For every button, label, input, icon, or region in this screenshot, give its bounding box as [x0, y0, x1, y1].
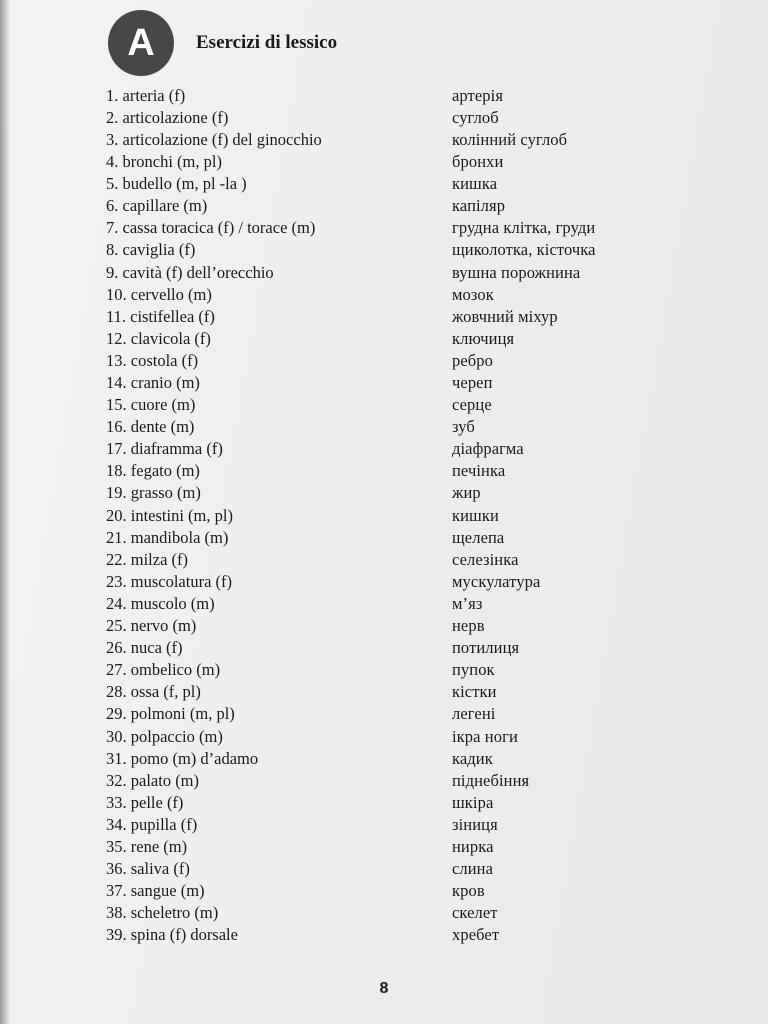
italian-term	[106, 463, 452, 480]
ukrainian-translation: м’яз	[452, 593, 483, 613]
entry-number: 30.	[106, 726, 127, 746]
entry-number: 6.	[106, 196, 119, 216]
italian-term	[106, 129, 452, 149]
italian-term-text: mandibola (m)	[130, 527, 229, 547]
italian-term-text: pupilla (f)	[130, 814, 198, 834]
vocabulary-entry	[106, 129, 666, 151]
ukrainian-translation: жовчний міхур	[452, 306, 558, 326]
italian-term	[106, 107, 452, 127]
entry-number: 25.	[106, 616, 127, 636]
ukrainian-translation: кадик	[452, 748, 493, 768]
vocabulary-entry	[106, 328, 666, 350]
section-badge-letter: A	[127, 21, 155, 64]
vocabulary-entry	[106, 218, 666, 240]
vocabulary-entry	[106, 173, 666, 195]
italian-term	[106, 284, 452, 304]
vocabulary-list	[106, 85, 666, 947]
italian-term	[106, 154, 452, 171]
vocabulary-entry	[106, 880, 666, 902]
vocabulary-entry	[106, 262, 666, 284]
entry-number: 33.	[106, 792, 127, 812]
entry-number: 15.	[106, 395, 127, 415]
vocabulary-entry	[106, 726, 666, 748]
entry-number: 10.	[106, 284, 127, 304]
ukrainian-translation: скелет	[452, 903, 498, 923]
entry-number: 23.	[106, 571, 127, 591]
vocabulary-entry	[106, 284, 666, 306]
ukrainian-translation: жир	[452, 483, 481, 503]
italian-term-text: nervo (m)	[130, 616, 197, 636]
section-badge	[108, 10, 174, 76]
entry-number: 8.	[106, 240, 119, 260]
italian-term	[106, 640, 452, 657]
entry-number: 35.	[106, 836, 127, 856]
entry-number: 36.	[106, 859, 127, 879]
entry-number: 19.	[106, 483, 127, 503]
italian-term-text: dente (m)	[130, 417, 195, 437]
entry-number: 11.	[106, 306, 127, 326]
italian-term	[106, 836, 452, 856]
vocabulary-entry	[106, 461, 666, 483]
italian-term-text: grasso (m)	[130, 483, 201, 503]
vocabulary-entry	[106, 925, 666, 947]
entry-number: 1.	[106, 85, 119, 105]
vocabulary-entry	[106, 615, 666, 637]
italian-term-text: cassa toracica (f) / torace (m)	[122, 218, 316, 238]
entry-number: 5.	[106, 174, 119, 194]
italian-term-text: palato (m)	[130, 770, 200, 790]
italian-term-text: fegato (m)	[130, 461, 200, 481]
italian-term	[106, 198, 452, 215]
italian-term	[106, 242, 452, 259]
ukrainian-translation: шкіра	[452, 792, 494, 812]
entry-number: 16.	[106, 417, 127, 437]
italian-term	[106, 883, 452, 900]
vocabulary-entry	[106, 527, 666, 549]
page-number: 8	[379, 980, 389, 997]
entry-number: 32.	[106, 770, 127, 790]
vocabulary-entry	[106, 792, 666, 814]
vocabulary-entry	[106, 151, 666, 173]
italian-term	[106, 527, 452, 547]
entry-number: 34.	[106, 814, 127, 834]
vocabulary-entry	[106, 748, 666, 770]
vocabulary-entry	[106, 350, 666, 372]
italian-term-text: intestini (m, pl)	[130, 505, 233, 525]
italian-term	[106, 814, 452, 834]
italian-term-text: rene (m)	[130, 836, 188, 856]
vocabulary-entry	[106, 902, 666, 924]
vocabulary-entry	[106, 682, 666, 704]
italian-term	[106, 505, 452, 525]
ukrainian-translation: грудна клітка, груди	[452, 218, 596, 238]
entry-number: 29.	[106, 704, 127, 724]
ukrainian-translation: щелепа	[452, 527, 505, 547]
ukrainian-translation: потилиця	[452, 638, 520, 658]
entry-number: 39.	[106, 925, 127, 945]
italian-term	[106, 549, 452, 569]
italian-term-text: spina (f) dorsale	[130, 925, 238, 945]
vocabulary-entry	[106, 107, 666, 129]
entry-number: 24.	[106, 593, 127, 613]
ukrainian-translation: вушна порожнина	[452, 262, 581, 282]
ukrainian-translation: ключиця	[452, 328, 515, 348]
italian-term	[106, 905, 452, 922]
ukrainian-translation: піднебіння	[452, 770, 530, 790]
entry-number: 31.	[106, 748, 127, 768]
vocabulary-entry	[106, 505, 666, 527]
italian-term-text: articolazione (f)	[122, 107, 229, 127]
ukrainian-translation: діафрагма	[452, 439, 524, 459]
italian-term-text: nuca (f)	[130, 638, 183, 658]
italian-term	[106, 593, 452, 613]
ukrainian-translation: нирка	[452, 836, 494, 856]
entry-number: 38.	[106, 903, 127, 923]
entry-number: 12.	[106, 328, 127, 348]
italian-term-text: articolazione (f) del ginocchio	[122, 129, 322, 149]
italian-term-text: pelle (f)	[130, 792, 184, 812]
ukrainian-translation: хребет	[452, 925, 500, 945]
entry-number: 9.	[106, 262, 119, 282]
ukrainian-translation: мускулатура	[452, 571, 541, 591]
ukrainian-translation: суглоб	[452, 107, 499, 127]
italian-term-text: cranio (m)	[130, 373, 200, 393]
italian-term-text: ombelico (m)	[130, 660, 221, 680]
ukrainian-translation: череп	[452, 373, 493, 393]
italian-term-text: saliva (f)	[130, 859, 190, 879]
entry-number: 17.	[106, 439, 127, 459]
italian-term-text: cistifellea (f)	[130, 306, 215, 326]
italian-term	[106, 792, 452, 812]
italian-term	[106, 441, 452, 458]
italian-term	[106, 306, 452, 326]
entry-number: 18.	[106, 461, 127, 481]
italian-term-text: scheletro (m)	[130, 903, 219, 923]
vocabulary-entry	[106, 439, 666, 461]
vocabulary-entry	[106, 394, 666, 416]
ukrainian-translation: ребро	[452, 350, 493, 370]
italian-term	[106, 328, 452, 348]
italian-term-text: milza (f)	[130, 549, 189, 569]
italian-term-text: muscolatura (f)	[130, 571, 232, 591]
italian-term	[106, 220, 452, 237]
ukrainian-translation: щиколотка, кісточка	[452, 240, 596, 260]
ukrainian-translation: бронхи	[452, 152, 504, 172]
italian-term-text: pomo (m) d’adamo	[130, 748, 259, 768]
italian-term-text: cervello (m)	[130, 284, 212, 304]
italian-term-text: caviglia (f)	[122, 240, 196, 260]
vocabulary-entry	[106, 593, 666, 615]
italian-term	[106, 262, 452, 282]
ukrainian-translation: селезінка	[452, 549, 519, 569]
vocabulary-entry	[106, 416, 666, 438]
entry-number: 13.	[106, 350, 127, 370]
italian-term	[106, 375, 452, 392]
entry-number: 28.	[106, 682, 127, 702]
spine-shadow	[0, 0, 10, 1024]
entry-number: 21.	[106, 527, 127, 547]
entry-number: 14.	[106, 373, 127, 393]
ukrainian-translation: капіляр	[452, 196, 506, 216]
ukrainian-translation: кишка	[452, 174, 498, 194]
entry-number: 20.	[106, 505, 127, 525]
entry-number: 2.	[106, 107, 119, 127]
ukrainian-translation: артерія	[452, 85, 504, 105]
ukrainian-translation: зіниця	[452, 814, 498, 834]
italian-term	[106, 748, 452, 768]
ukrainian-translation: зуб	[452, 417, 475, 437]
entry-number: 26.	[106, 638, 127, 658]
italian-term-text: costola (f)	[130, 350, 199, 370]
ukrainian-translation: мозок	[452, 284, 494, 304]
vocabulary-entry	[106, 85, 666, 107]
entry-number: 27.	[106, 660, 127, 680]
ukrainian-translation: печінка	[452, 461, 506, 481]
italian-term	[106, 397, 452, 414]
entry-number: 7.	[106, 218, 119, 238]
italian-term	[106, 706, 452, 723]
vocabulary-entry	[106, 704, 666, 726]
italian-term	[106, 350, 452, 370]
entry-number: 37.	[106, 881, 127, 901]
section-title: Esercizi di lessico	[196, 32, 338, 53]
italian-term-text: budello (m, pl -la )	[122, 174, 247, 194]
italian-term	[106, 770, 452, 790]
vocabulary-entry	[106, 571, 666, 593]
ukrainian-translation: нерв	[452, 616, 485, 636]
italian-term-text: sangue (m)	[130, 881, 205, 901]
italian-term	[106, 571, 452, 591]
italian-term-text: clavicola (f)	[130, 328, 211, 348]
ukrainian-translation: колінний суглоб	[452, 129, 568, 149]
vocabulary-entry	[106, 549, 666, 571]
vocabulary-entry	[106, 637, 666, 659]
entry-number: 3.	[106, 129, 119, 149]
vocabulary-entry	[106, 770, 666, 792]
vocabulary-entry	[106, 814, 666, 836]
ukrainian-translation: слина	[452, 859, 494, 879]
italian-term-text: capillare (m)	[122, 196, 208, 216]
vocabulary-entry	[106, 240, 666, 262]
ukrainian-translation: кров	[452, 881, 485, 901]
italian-term	[106, 419, 452, 436]
vocabulary-entry	[106, 483, 666, 505]
ukrainian-translation: легені	[452, 704, 496, 724]
italian-term	[106, 927, 452, 944]
italian-term	[106, 861, 452, 878]
italian-term-text: polmoni (m, pl)	[130, 704, 235, 724]
vocabulary-entry	[106, 836, 666, 858]
italian-term	[106, 662, 452, 679]
ukrainian-translation: кістки	[452, 682, 497, 702]
italian-term-text: cavità (f) dell’orecchio	[122, 262, 274, 282]
ukrainian-translation: серце	[452, 395, 492, 415]
italian-term	[106, 176, 452, 193]
italian-term-text: bronchi (m, pl)	[122, 152, 222, 172]
italian-term-text: muscolo (m)	[130, 593, 215, 613]
italian-term-text: arteria (f)	[122, 85, 186, 105]
vocabulary-entry	[106, 306, 666, 328]
italian-term-text: cuore (m)	[130, 395, 196, 415]
italian-term-text: diaframma (f)	[130, 439, 223, 459]
ukrainian-translation: кишки	[452, 505, 499, 525]
entry-number: 4.	[106, 152, 119, 172]
section-header	[108, 14, 337, 72]
vocabulary-entry	[106, 372, 666, 394]
ukrainian-translation: ікра ноги	[452, 726, 518, 746]
italian-term	[106, 684, 452, 701]
vocabulary-entry	[106, 858, 666, 880]
italian-term	[106, 85, 452, 105]
entry-number: 22.	[106, 549, 127, 569]
italian-term-text: ossa (f, pl)	[130, 682, 201, 702]
italian-term	[106, 726, 452, 746]
italian-term-text: polpaccio (m)	[130, 726, 223, 746]
italian-term	[106, 618, 452, 635]
vocabulary-entry	[106, 195, 666, 217]
italian-term	[106, 485, 452, 502]
vocabulary-entry	[106, 659, 666, 681]
ukrainian-translation: пупок	[452, 660, 495, 680]
